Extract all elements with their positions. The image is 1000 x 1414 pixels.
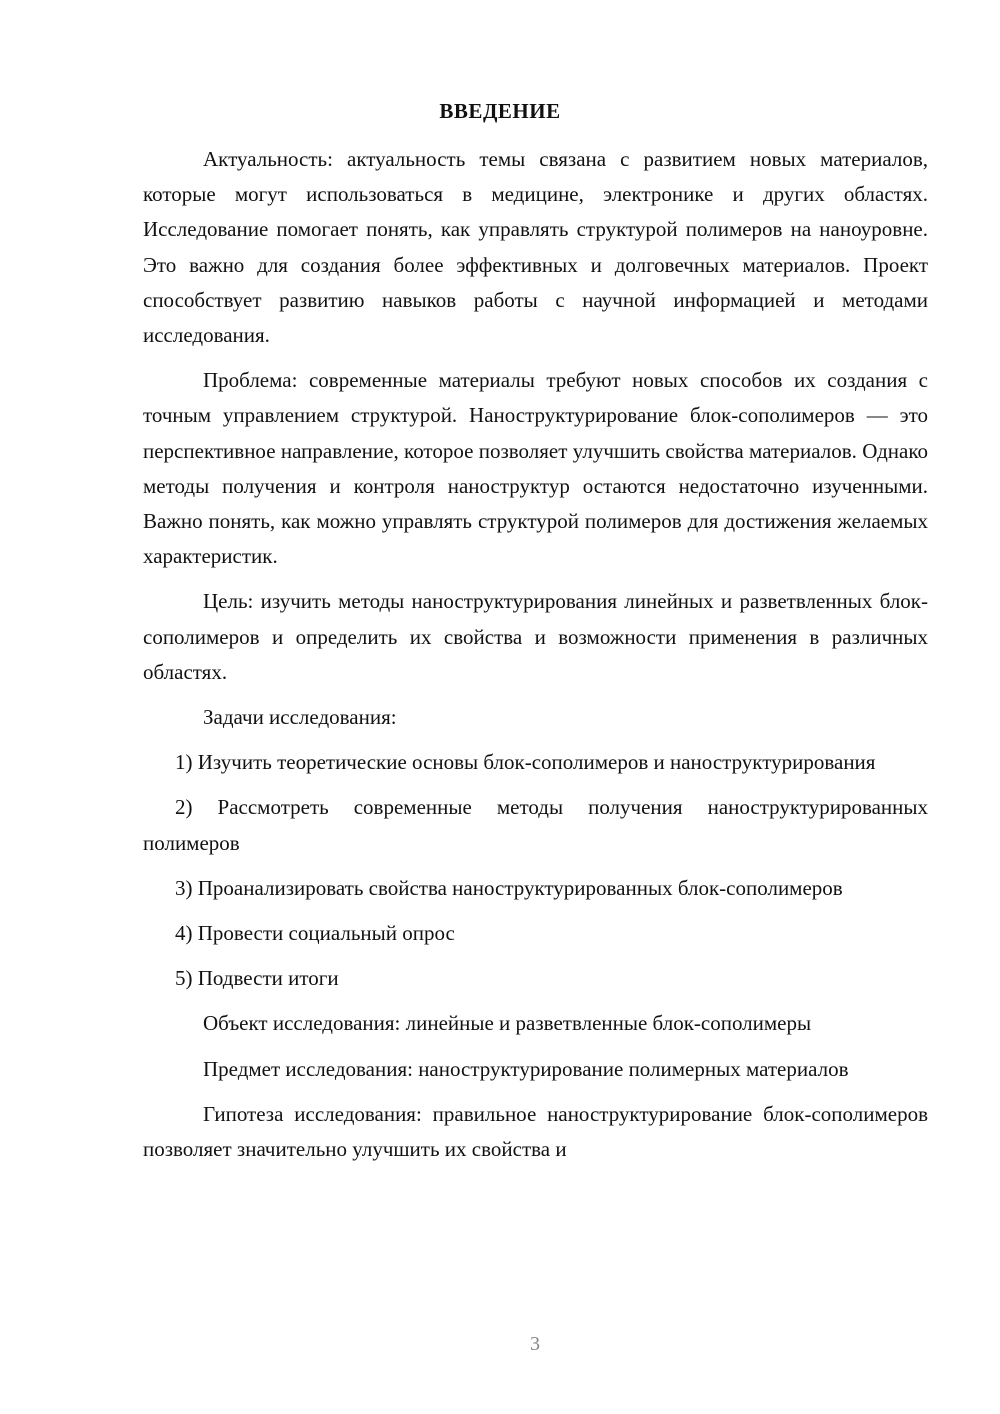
tasks-heading: Задачи исследования: bbox=[203, 705, 397, 730]
task-item-5: 5) Подвести итоги bbox=[175, 966, 339, 991]
document-body bbox=[143, 142, 928, 1177]
section-title: ВВЕДЕНИЕ bbox=[439, 99, 561, 123]
paragraph-relevance: Актуальность: актуальность темы связана с развитием новых материалов, которые могут использоваться в медицине, электронике и других областях. Исследование помогает понять, как управлять структурой полимеров на наноуровне. Это важно для создания более эффективных и долговечных материалов. Проект способствует развитию навыков работы с научной информацией и методами исследования. bbox=[143, 147, 928, 348]
paragraph-hypothesis: Гипотеза исследования: правильное наноструктурирование блок-сополимеров позволяет значительно улучшить их свойства и bbox=[143, 1101, 928, 1162]
paragraph-goal: Цель: изучить методы наноструктурирования линейных и разветвленных блок-сополимеров и определить их свойства и возможности применения в различных областях. bbox=[143, 589, 928, 684]
paragraph-subject: Предмет исследования: наноструктурирование полимерных материалов bbox=[203, 1056, 849, 1081]
paragraph-problem: Проблема: современные материалы требуют новых способов их создания с точным управлением структурой. Наноструктурирование блок-сополимеров — это перспективное направление, которое позволяет улучшить свойства материалов. Однако методы получения и контроля наноструктур остаются недостаточно изученными. Важно понять, как можно управлять структурой полимеров для достижения желаемых характеристик. bbox=[143, 368, 928, 569]
task-item-3: 3) Проанализировать свойства наноструктурированных блок-сополимеров bbox=[175, 875, 843, 900]
task-item-2: 2) Рассмотреть современные методы получения наноструктурированных полимеров bbox=[143, 795, 928, 855]
page-number: 3 bbox=[530, 1333, 540, 1355]
task-item-1: 1) Изучить теоретические основы блок-сополимеров и наноструктурирования bbox=[175, 750, 876, 775]
task-item-4: 4) Провести социальный опрос bbox=[175, 921, 455, 946]
paragraph-object: Объект исследования: линейные и разветвленные блок-сополимеры bbox=[203, 1011, 812, 1036]
